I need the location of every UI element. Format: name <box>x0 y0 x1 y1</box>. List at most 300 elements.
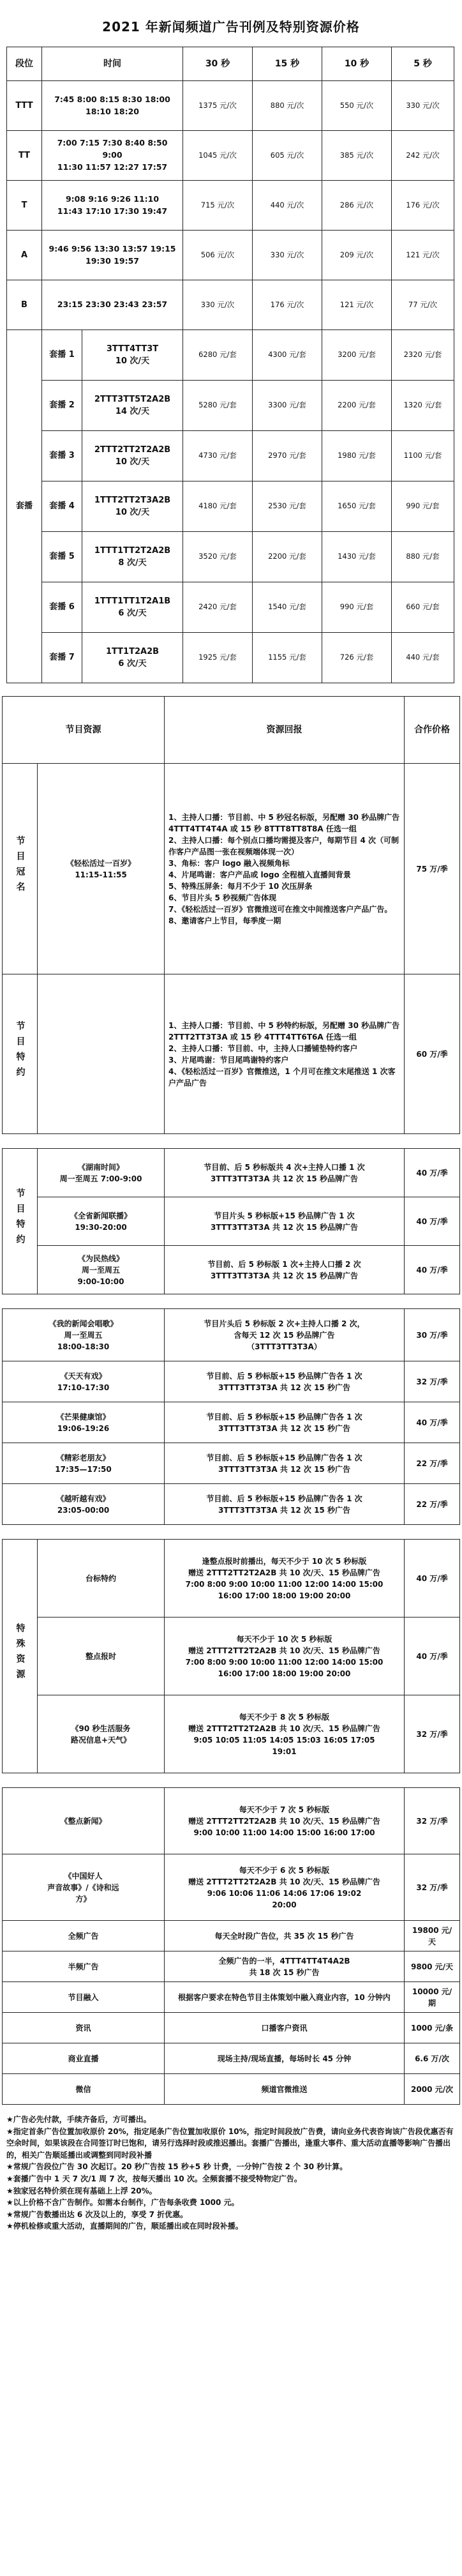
col-price: 合作价格 <box>405 697 460 764</box>
program-cell <box>3 1361 165 1402</box>
package-row <box>7 381 454 431</box>
time-sponsor-row <box>3 1197 460 1246</box>
return-cell <box>165 1149 405 1197</box>
time-slot-line: 9:08 9:16 9:26 11:10 <box>65 193 160 204</box>
return-line: 节目前、后 5 秒标版+15 秒品牌广告各 1 次 <box>206 1371 362 1381</box>
return-line: 节目前、后 5 秒标版 1 次+主持人口播 2 次 <box>207 1259 361 1269</box>
package-price-p10: 3200 元/套 <box>322 330 392 381</box>
segment-label: A <box>7 231 42 280</box>
program-line: 《芒果健康馆》 <box>56 1412 110 1421</box>
return-line: 16:00 17:00 18:00 19:00 20:00 <box>218 1591 351 1600</box>
package-content-line: 10 次/天 <box>115 356 150 366</box>
package-name: 套播 2 <box>42 381 82 430</box>
time-slots <box>42 131 183 181</box>
price-cell: 40 万/季 <box>405 1246 460 1294</box>
return-line: 7:00 8:00 9:00 10:00 11:00 12:00 14:00 15:00 <box>185 1579 384 1589</box>
category-cell <box>3 1149 38 1294</box>
note-line: ★常规广告数播出达 6 次及以上的，享受 7 折优惠。 <box>6 2209 188 2219</box>
program-line: 方》 <box>75 1894 91 1904</box>
category-cell-text: 特殊资源 <box>15 1623 26 1685</box>
price-p10: 550 元/次 <box>322 81 392 131</box>
program-line: 声音故事》/《诗和远 <box>47 1883 119 1892</box>
price-cell: 32 万/季 <box>405 1788 460 1854</box>
price-cell: 6.6 万/次 <box>405 2043 460 2074</box>
return-line: 8、邀请客户上节目，每季度一期 <box>168 916 281 925</box>
package-price-p30: 4180 元/套 <box>183 481 253 532</box>
return-cell <box>165 1246 405 1294</box>
return-cell <box>165 1951 405 1982</box>
time-sponsor-row <box>3 1246 460 1294</box>
package-row <box>7 330 454 381</box>
return-line: 6、节目片头 5 秒视频广告体现 <box>168 893 277 902</box>
program-cell <box>38 1197 165 1246</box>
price-p10: 385 元/次 <box>322 131 392 181</box>
col-return: 资源回报 <box>165 697 405 764</box>
return-line: 7、《轻松活过一百岁》官微推送可在推文中间推送客户产品广告。 <box>168 904 392 914</box>
return-line: 20:00 <box>272 1900 297 1909</box>
category-cell-text: 节目特约 <box>15 1188 26 1250</box>
price-p30: 330 元/次 <box>183 280 253 330</box>
package-cell <box>42 481 183 532</box>
price-cell: 22 万/季 <box>405 1443 460 1484</box>
resource-table <box>2 696 460 2105</box>
package-cell <box>42 532 183 582</box>
gap-cell <box>3 1294 460 1309</box>
return-line: 9:00 10:00 11:00 14:00 15:00 16:00 17:00 <box>193 1828 375 1837</box>
return-cell <box>165 1443 405 1484</box>
col-time: 时间 <box>42 47 183 81</box>
package-row <box>7 481 454 532</box>
bottom-row <box>3 1854 460 1921</box>
segment-label: T <box>7 181 42 231</box>
program-line: 19:06-19:26 <box>57 1423 110 1433</box>
package-content-line: 1TTT2TT2T3A2B <box>94 495 171 505</box>
col-10s: 10 秒 <box>322 47 392 81</box>
program-cell <box>38 1246 165 1294</box>
gap-cell <box>3 1134 460 1149</box>
program-cell <box>3 1443 165 1484</box>
program-line: 《轻松活过一百岁》 <box>66 858 135 868</box>
package-price-p15: 4300 元/套 <box>253 330 322 381</box>
category-cell <box>3 1540 38 1773</box>
price-p30: 715 元/次 <box>183 181 253 231</box>
package-cell <box>42 381 183 431</box>
return-line: 7:00 8:00 9:00 10:00 11:00 12:00 14:00 15:00 <box>185 1657 384 1667</box>
price-p5: 176 元/次 <box>392 181 454 231</box>
segment-label: TT <box>7 131 42 181</box>
return-line: 现场主持/现场直播，每场时长 45 分钟 <box>217 2054 352 2063</box>
package-price-p30: 3520 元/套 <box>183 532 253 582</box>
program-line: 《90 秒生活服务 <box>71 1724 131 1733</box>
col-30s: 30 秒 <box>183 47 253 81</box>
price-p10: 121 元/次 <box>322 280 392 330</box>
return-cell <box>165 2074 405 2105</box>
price-p30: 1375 元/次 <box>183 81 253 131</box>
program-cell <box>38 764 165 974</box>
return-cell <box>165 1788 405 1854</box>
price-cell: 9800 元/天 <box>405 1951 460 1982</box>
category-cell <box>3 764 38 974</box>
return-cell <box>165 1361 405 1402</box>
notes <box>6 2114 456 2232</box>
price-cell: 40 万/季 <box>405 1402 460 1443</box>
package-row <box>7 582 454 633</box>
package-price-p15: 1155 元/套 <box>253 633 322 683</box>
package-cell-inner <box>42 431 183 481</box>
price-cell: 60 万/季 <box>405 974 460 1134</box>
time-slot-line: 19:30 19:57 <box>86 255 139 266</box>
package-content-line: 1TTT1TT1T2A1B <box>94 596 171 606</box>
package-content <box>82 343 183 368</box>
price-p5: 242 元/次 <box>392 131 454 181</box>
return-line: 口播客户资讯 <box>261 2023 308 2033</box>
program-cell <box>3 2043 165 2074</box>
bottom-row <box>3 1951 460 1982</box>
package-row <box>7 633 454 683</box>
return-line: 赠送 2TTT2TT2T2A2B 共 10 次/天、15 秒品牌广告 <box>188 1568 380 1577</box>
time-slot-line: 7:45 8:00 8:15 8:30 18:00 <box>54 94 170 104</box>
time-slot-line: 9:00 <box>102 150 123 160</box>
rate-table <box>6 47 454 683</box>
section-gap <box>3 1525 460 1540</box>
bottom-row <box>3 1788 460 1854</box>
program-cell <box>3 1402 165 1443</box>
package-content <box>82 595 183 620</box>
return-line: 含每天 12 次 15 秒品牌广告 <box>234 1330 335 1340</box>
package-price-p15: 3300 元/套 <box>253 381 322 431</box>
return-cell <box>165 1484 405 1525</box>
program-line: 台标特约 <box>85 1573 116 1583</box>
program-line: 17:35—17:50 <box>55 1464 112 1474</box>
price-cell: 40 万/季 <box>405 1149 460 1197</box>
program-line: 周一至周五 7:00-9:00 <box>59 1174 142 1183</box>
price-cell: 32 万/季 <box>405 1854 460 1921</box>
package-content <box>82 444 183 469</box>
program-row <box>3 1361 460 1402</box>
price-p30: 506 元/次 <box>183 231 253 280</box>
return-line: 2、主持人口播：每个别点口播均需提及客户，每期节目 4 次（可制作客户产品图一张在视频端体现一次） <box>168 835 399 856</box>
category-cell-text: 节目特约 <box>15 1021 26 1083</box>
program-line: 路况信息+天气》 <box>70 1735 131 1745</box>
package-price-p5: 440 元/套 <box>392 633 454 683</box>
return-line: 节目前、后 5 秒标版+15 秒品牌广告各 1 次 <box>206 1412 362 1421</box>
return-line: 3、片尾鸣谢：节目尾鸣谢特约客户 <box>168 1055 289 1064</box>
rate-row <box>7 131 454 181</box>
time-slot-line: 11:43 17:10 17:30 19:47 <box>57 206 168 216</box>
program-cell <box>38 974 165 1134</box>
package-price-p30: 6280 元/套 <box>183 330 253 381</box>
return-line: 频道官微推送 <box>261 2084 308 2094</box>
special-row <box>3 1540 460 1618</box>
program-cell <box>3 2013 165 2043</box>
rate-row <box>7 81 454 131</box>
special-row <box>3 1695 460 1773</box>
package-price-p5: 660 元/套 <box>392 582 454 633</box>
return-line: 赠送 2TTT2TT2T2A2B 共 10 次/天、15 秒品牌广告 <box>188 1724 380 1733</box>
package-name: 套播 5 <box>42 532 82 582</box>
bottom-row <box>3 2043 460 2074</box>
price-cell: 40 万/季 <box>405 1540 460 1618</box>
program-line: 资讯 <box>75 2023 91 2033</box>
package-price-p10: 2200 元/套 <box>322 381 392 431</box>
price-cell: 30 万/季 <box>405 1309 460 1361</box>
section-gap <box>3 1773 460 1788</box>
package-content-line: 1TT1T2A2B <box>105 646 160 656</box>
package-name: 套播 1 <box>42 330 82 380</box>
package-content-line: 10 次/天 <box>115 457 150 467</box>
return-line: 9:05 10:05 11:05 14:05 15:03 16:05 17:05 <box>193 1735 375 1745</box>
return-line: 节目片头后 5 秒标版 2 次+主持人口播 2 次， <box>204 1319 365 1328</box>
package-content-line: 3TTT4TT3T <box>106 344 159 354</box>
package-cell-inner <box>42 532 183 582</box>
return-line: 赠送 2TTT2TT2T2A2B 共 10 次/天、15 秒品牌广告 <box>188 1646 380 1655</box>
return-cell <box>165 1982 405 2013</box>
rate-table-header <box>7 47 454 81</box>
return-cell <box>165 1309 405 1361</box>
package-price-p10: 1650 元/套 <box>322 481 392 532</box>
return-line: 节目前、后 5 秒标版+15 秒品牌广告各 1 次 <box>206 1494 362 1503</box>
package-cell <box>42 582 183 633</box>
col-segment: 段位 <box>7 47 42 81</box>
package-cell <box>42 633 183 683</box>
package-price-p30: 5280 元/套 <box>183 381 253 431</box>
time-slot-line: 7:00 7:15 7:30 8:40 8:50 <box>57 138 168 148</box>
package-price-p10: 726 元/套 <box>322 633 392 683</box>
price-p15: 880 元/次 <box>253 81 322 131</box>
price-p5: 121 元/次 <box>392 231 454 280</box>
price-cell: 75 万/季 <box>405 764 460 974</box>
return-line: 根据客户要求在特色节目主体策划中融入商业内容，10 分钟内 <box>178 1992 391 2002</box>
package-content-line: 2TTT2TT2T2A2B <box>94 444 171 455</box>
return-line: 3TTT3TT3T3A 共 12 次 15 秒广告 <box>218 1505 350 1515</box>
time-slot-line: 11:30 11:57 12:27 17:57 <box>57 162 168 172</box>
program-line: 商业直播 <box>68 2054 99 2063</box>
return-line: 16:00 17:00 18:00 19:00 20:00 <box>218 1669 351 1678</box>
return-line: 全频广告的一半，4TTT4TT4T4A2B <box>218 1956 350 1966</box>
return-line: 4、片尾鸣谢：客户产品或 logo 全程植入直播间背景 <box>168 870 351 879</box>
sponsor-row <box>3 974 460 1134</box>
price-cell: 22 万/季 <box>405 1484 460 1525</box>
program-line: 全频广告 <box>68 1931 99 1941</box>
return-cell <box>165 1540 405 1618</box>
special-row <box>3 1618 460 1695</box>
price-p15: 330 元/次 <box>253 231 322 280</box>
return-cell <box>165 1618 405 1695</box>
price-cell: 32 万/季 <box>405 1695 460 1773</box>
package-cell <box>42 330 183 381</box>
package-content <box>82 393 183 418</box>
return-cell <box>165 1197 405 1246</box>
price-p5: 330 元/次 <box>392 81 454 131</box>
rate-row <box>7 280 454 330</box>
package-content-line: 2TTT3TT5T2A2B <box>94 394 171 404</box>
return-line: 3TTT3TT3T3A 共 12 次 15 秒广告 <box>218 1423 350 1433</box>
program-cell <box>38 1695 165 1773</box>
bottom-row <box>3 2013 460 2043</box>
package-price-p10: 990 元/套 <box>322 582 392 633</box>
return-line: 节目片头 5 秒标版+15 秒品牌广告 1 次 <box>214 1211 355 1220</box>
program-cell <box>3 2074 165 2105</box>
package-price-p10: 1980 元/套 <box>322 431 392 481</box>
package-name: 套播 4 <box>42 481 82 531</box>
category-cell-text: 节目冠名 <box>15 836 26 898</box>
price-cell: 1000 元/条 <box>405 2013 460 2043</box>
package-price-p30: 4730 元/套 <box>183 431 253 481</box>
program-line: 9:00-10:00 <box>77 1277 124 1286</box>
package-price-p15: 2200 元/套 <box>253 532 322 582</box>
package-row <box>7 431 454 481</box>
return-line: 每天全时段广告位，共 35 次 15 秒广告 <box>214 1931 354 1941</box>
rate-row <box>7 181 454 231</box>
program-cell <box>3 1484 165 1525</box>
rate-row <box>7 231 454 280</box>
return-line: 每天不少于 7 次 5 秒标版 <box>239 1805 330 1814</box>
return-cell <box>165 1921 405 1951</box>
price-cell: 2000 元/次 <box>405 2074 460 2105</box>
return-line: 每天不少于 8 次 5 秒标版 <box>239 1712 330 1722</box>
package-price-p5: 1100 元/套 <box>392 431 454 481</box>
return-cell <box>165 1854 405 1921</box>
package-price-p15: 2970 元/套 <box>253 431 322 481</box>
package-content-line: 1TTT1TT2T2A2B <box>94 545 171 556</box>
package-price-p10: 1430 元/套 <box>322 532 392 582</box>
package-price-p30: 1925 元/套 <box>183 633 253 683</box>
section-gap <box>3 1294 460 1309</box>
program-line: 半频广告 <box>68 1962 99 1971</box>
return-line: 1、主持人口播：节目前、中 5 秒冠名标版，另配赠 30 秒品牌广告 4TTT4TT4T4A 或 15 秒 8TTT8TT8T8A 任选一组 <box>168 812 400 833</box>
package-content <box>82 545 183 570</box>
program-line: 微信 <box>75 2084 91 2094</box>
return-line: 3TTT3TT3T3A 共 12 次 15 秒品牌广告 <box>211 1174 358 1183</box>
package-name: 套播 7 <box>42 633 82 683</box>
program-row <box>3 1443 460 1484</box>
return-line: 3TTT3TT3T3A 共 12 次 15 秒广告 <box>218 1383 350 1392</box>
time-slots <box>42 81 183 131</box>
return-line: 赠送 2TTT2TT2T2A2B 共 10 次/天、15 秒品牌广告 <box>188 1816 380 1826</box>
package-price-p15: 2530 元/套 <box>253 481 322 532</box>
note-line: ★广告必先付款，手续齐备后，方可播出。 <box>6 2115 151 2124</box>
price-cell: 10000 元/期 <box>405 1982 460 2013</box>
package-cell-inner <box>42 381 183 430</box>
price-cell: 40 万/季 <box>405 1618 460 1695</box>
package-price-p5: 2320 元/套 <box>392 330 454 381</box>
time-slots <box>42 181 183 231</box>
program-line: 23:05-00:00 <box>57 1505 110 1515</box>
price-p5: 77 元/次 <box>392 280 454 330</box>
return-line: （3TTT3TT3T3A） <box>247 1342 322 1351</box>
return-line: 9:06 10:06 11:06 14:06 17:06 19:02 <box>207 1888 362 1898</box>
return-line: 1、主持人口播：节目前、中 5 秒特约标版，另配赠 30 秒品牌广告 2TTT2TT3T3A 或 15 秒 4TTT4TT6T6A 任选一组 <box>168 1020 400 1042</box>
package-cell-inner <box>42 582 183 632</box>
program-line: 《天天有戏》 <box>60 1371 107 1381</box>
gap-cell <box>3 1773 460 1788</box>
package-price-p15: 1540 元/套 <box>253 582 322 633</box>
program-line: 周一至周五 <box>64 1330 103 1340</box>
price-cell: 32 万/季 <box>405 1361 460 1402</box>
package-row <box>7 532 454 582</box>
program-line: 整点报时 <box>85 1651 116 1661</box>
sponsor-row <box>3 764 460 974</box>
return-line: 每天不少于 6 次 5 秒标版 <box>239 1865 330 1875</box>
return-cell <box>165 1402 405 1443</box>
program-cell <box>38 1540 165 1618</box>
program-line: 《整点新闻》 <box>60 1816 107 1826</box>
return-line: 3TTT3TT3T3A 共 12 次 15 秒品牌广告 <box>211 1271 358 1280</box>
program-line: 18:00-18:30 <box>57 1342 110 1351</box>
price-cell: 19800 元/天 <box>405 1921 460 1951</box>
price-p10: 286 元/次 <box>322 181 392 231</box>
package-name: 套播 6 <box>42 582 82 632</box>
program-line: 《湖南时间》 <box>77 1162 124 1172</box>
segment-label: TTT <box>7 81 42 131</box>
program-row <box>3 1402 460 1443</box>
return-line: 3TTT3TT3T3A 共 12 次 15 秒广告 <box>218 1464 350 1474</box>
program-line: 《精彩老朋友》 <box>56 1453 110 1462</box>
program-cell <box>38 1149 165 1197</box>
program-cell <box>3 1788 165 1854</box>
price-p15: 440 元/次 <box>253 181 322 231</box>
package-price-p5: 1320 元/套 <box>392 381 454 431</box>
return-line: 节目前、后 5 秒标版共 4 次+主持人口播 1 次 <box>204 1162 365 1172</box>
return-cell <box>165 2013 405 2043</box>
time-slots <box>42 231 183 280</box>
resource-table-header <box>3 697 460 764</box>
package-price-p5: 990 元/套 <box>392 481 454 532</box>
return-line: 逢整点报时前播出，每天不少于 10 次 5 秒标版 <box>202 1556 367 1566</box>
program-line: 《全省新闻联播》 <box>70 1211 131 1220</box>
time-sponsor-row <box>3 1149 460 1197</box>
price-p10: 209 元/次 <box>322 231 392 280</box>
package-price-p5: 880 元/套 <box>392 532 454 582</box>
program-row <box>3 1484 460 1525</box>
bottom-row <box>3 1921 460 1951</box>
time-slot-line: 18:10 18:20 <box>86 106 139 116</box>
program-cell <box>3 1309 165 1361</box>
col-15s: 15 秒 <box>253 47 322 81</box>
note-line: ★套播广告中 1 天 7 次/1 周 7 次，按每天播出 10 次。全频套播不接受特物定广告。 <box>6 2174 302 2183</box>
program-line: 19:30-20:00 <box>75 1222 127 1232</box>
program-line: 《越听越有戏》 <box>56 1494 110 1503</box>
package-name: 套播 3 <box>42 431 82 481</box>
return-line: 共 18 次 15 秒广告 <box>249 1967 320 1977</box>
page-title: 2021 年新闻频道广告刊例及特别资源价格 <box>102 19 360 34</box>
return-line: 5、特殊压屏条：每月不少于 10 次压屏条 <box>168 881 313 891</box>
package-cell-inner <box>42 330 183 380</box>
return-line: 每天不少于 10 次 5 秒标版 <box>236 1634 332 1644</box>
package-cell-inner <box>42 481 183 531</box>
return-line: 4、《轻松活过一百岁》官微推送，1 个月可在推文末尾推送 1 次客户产品广告 <box>168 1066 396 1087</box>
price-p15: 605 元/次 <box>253 131 322 181</box>
return-cell <box>165 974 405 1134</box>
return-cell <box>165 1695 405 1773</box>
return-cell <box>165 764 405 974</box>
return-line: 赠送 2TTT2TT2T2A2B 共 10 次/天、15 秒品牌广告 <box>188 1877 380 1886</box>
return-line: 2、主持人口播：节目前、中，主持人口播铺垫特约客户 <box>168 1043 358 1053</box>
price-p30: 1045 元/次 <box>183 131 253 181</box>
program-line: 17:10-17:30 <box>57 1383 110 1392</box>
package-content-line: 6 次/天 <box>118 659 147 669</box>
program-cell <box>3 1951 165 1982</box>
package-content-line: 6 次/天 <box>118 609 147 618</box>
gap-cell <box>3 1525 460 1540</box>
package-label: 套播 <box>7 330 42 683</box>
note-line: ★以上价格不含广告制作。如需本台制作，广告每条收费 1000 元。 <box>6 2198 239 2208</box>
program-line: 《中国好人 <box>64 1871 103 1881</box>
package-content-line: 8 次/天 <box>118 558 147 568</box>
program-line: 11:15-11:55 <box>75 870 127 879</box>
time-slot-line: 9:46 9:56 13:30 13:57 19:15 <box>48 243 176 254</box>
time-slot-line: 23:15 23:30 23:43 23:57 <box>57 299 168 310</box>
